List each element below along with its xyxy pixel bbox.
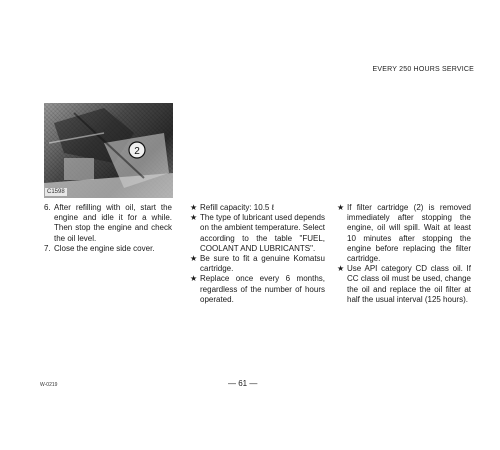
photo-code: C1598 <box>47 189 65 195</box>
note-lubricant-type <box>190 213 325 254</box>
note-text: If filter cartridge (2) is removed immediately after stopping the engine, oil will spill. Wait at least 10 minutes after stopping the engine before replacing the filter cartridge. <box>347 203 471 264</box>
note-refill-capacity <box>190 203 325 213</box>
note-api-oil <box>337 264 471 305</box>
step-number: 7. <box>44 243 51 253</box>
note-text: Refill capacity: 10.5 ℓ <box>200 203 275 212</box>
engine-photo <box>44 103 173 198</box>
star-icon: ★ <box>190 213 198 223</box>
star-icon: ★ <box>190 254 198 264</box>
step-text: Close the engine side cover. <box>54 243 155 253</box>
step-7 <box>44 244 172 254</box>
right-notes-column <box>337 203 471 305</box>
page-header: EVERY 250 HOURS SERVICE <box>372 66 474 73</box>
star-icon: ★ <box>337 264 345 274</box>
note-replace-interval <box>190 274 325 305</box>
star-icon: ★ <box>337 203 345 212</box>
step-6 <box>44 203 172 244</box>
page-number: — 61 — <box>228 379 258 388</box>
callout-number: 2 <box>134 146 140 157</box>
star-icon: ★ <box>190 274 198 284</box>
note-oil-spill <box>337 203 471 264</box>
step-text: After refilling with oil, start the engine and idle it for a while. Then stop the engine and check the oil level. <box>54 203 172 243</box>
left-steps-column <box>44 203 172 254</box>
note-text: Replace once every 6 months, regardless of the number of hours operated. <box>200 274 325 304</box>
note-text: The type of lubricant used depends on the ambient temperature. Select according to the table "FUEL, COOLANT AND LUBRICANTS". <box>200 213 325 253</box>
step-number: 6. <box>44 203 51 212</box>
note-text: Use API category CD class oil. If CC class oil must be used, change the oil and replace the oil filter at half the usual interval (125 hours). <box>347 264 471 304</box>
middle-notes-column <box>190 203 325 305</box>
star-icon: ★ <box>190 203 198 212</box>
note-text: Be sure to fit a genuine Komatsu cartridge. <box>200 254 325 274</box>
document-code: W-0219 <box>40 382 58 388</box>
note-genuine-cartridge <box>190 254 325 274</box>
engine-photo-drawing <box>44 103 173 198</box>
